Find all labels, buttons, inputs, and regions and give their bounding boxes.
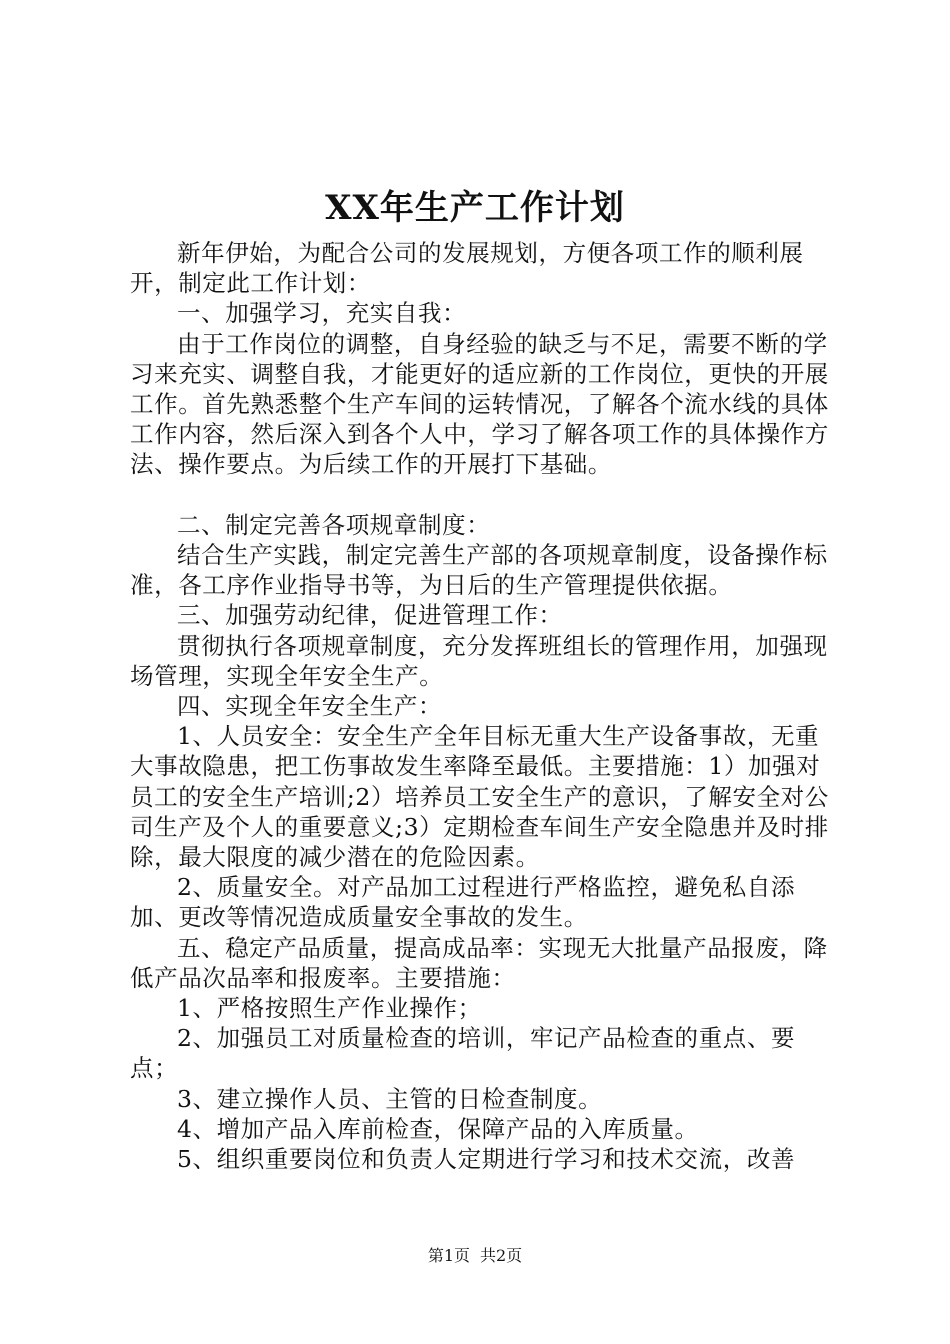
section-heading: 五、稳定产品质量，提高成品率：实现无大批量产品报废，降低产品次品率和报废率。主要措施： (130, 933, 828, 992)
paragraph: 贯彻执行各项规章制度，充分发挥班组长的管理作用，加强现场管理，实现全年安全生产。 (130, 631, 828, 690)
section-heading: 四、实现全年安全生产： (177, 692, 443, 721)
paragraph: 1、人员安全：安全生产全年目标无重大生产设备事故，无重大事故隐患，把工伤事故发生率降至最低。主要措施：1）加强对员工的安全生产培训;2）培养员工安全生产的意识，了解安全对公司生产及个人的重要意义;3）定期检查车间生产安全隐患并及时排除，最大限度的减少潜在的危险因素。 (130, 722, 829, 872)
document-title: XX年生产工作计划 (325, 188, 625, 228)
blank-line (130, 480, 842, 510)
page-number: 第1页 (427, 1246, 470, 1265)
paragraph: 结合生产实践，制定完善生产部的各项规章制度，设备操作标准，各工序作业指导书等，为日后的生产管理提供依据。 (130, 541, 828, 600)
page-total: 共2页 (480, 1246, 523, 1265)
section-heading: 三、加强劳动纪律，促进管理工作： (177, 601, 563, 630)
section-heading: 一、加强学习，充实自我： (177, 299, 467, 328)
document-body (130, 238, 842, 1174)
section-heading: 二、制定完善各项规章制度： (177, 510, 491, 539)
page-footer (0, 1246, 950, 1266)
paragraph: 由于工作岗位的调整，自身经验的缺乏与不足，需要不断的学习来充实、调整自我，才能更好的适应新的工作岗位，更快的开展工作。首先熟悉整个生产车间的运转情况，了解各个流水线的具体工作内容，然后深入到各个人中，学习了解各项工作的具体操作方法、操作要点。为后续工作的开展打下基础。 (130, 329, 829, 479)
list-item: 1、严格按照生产作业操作； (177, 994, 482, 1023)
list-item: 5、组织重要岗位和负责人定期进行学习和技术交流，改善 (177, 1145, 796, 1174)
paragraph: 2、质量安全。对产品加工过程进行严格监控，避免私自添加、更改等情况造成质量安全事故的发生。 (130, 873, 796, 932)
paragraph: 新年伊始，为配合公司的发展规划，方便各项工作的顺利展开，制定此工作计划： (130, 239, 804, 298)
list-item: 2、加强员工对质量检查的培训，牢记产品检查的重点、要点； (130, 1024, 796, 1083)
list-item: 4、增加产品入库前检查，保障产品的入库质量。 (177, 1114, 699, 1143)
list-item: 3、建立操作人员、主管的日检查制度。 (177, 1084, 603, 1113)
